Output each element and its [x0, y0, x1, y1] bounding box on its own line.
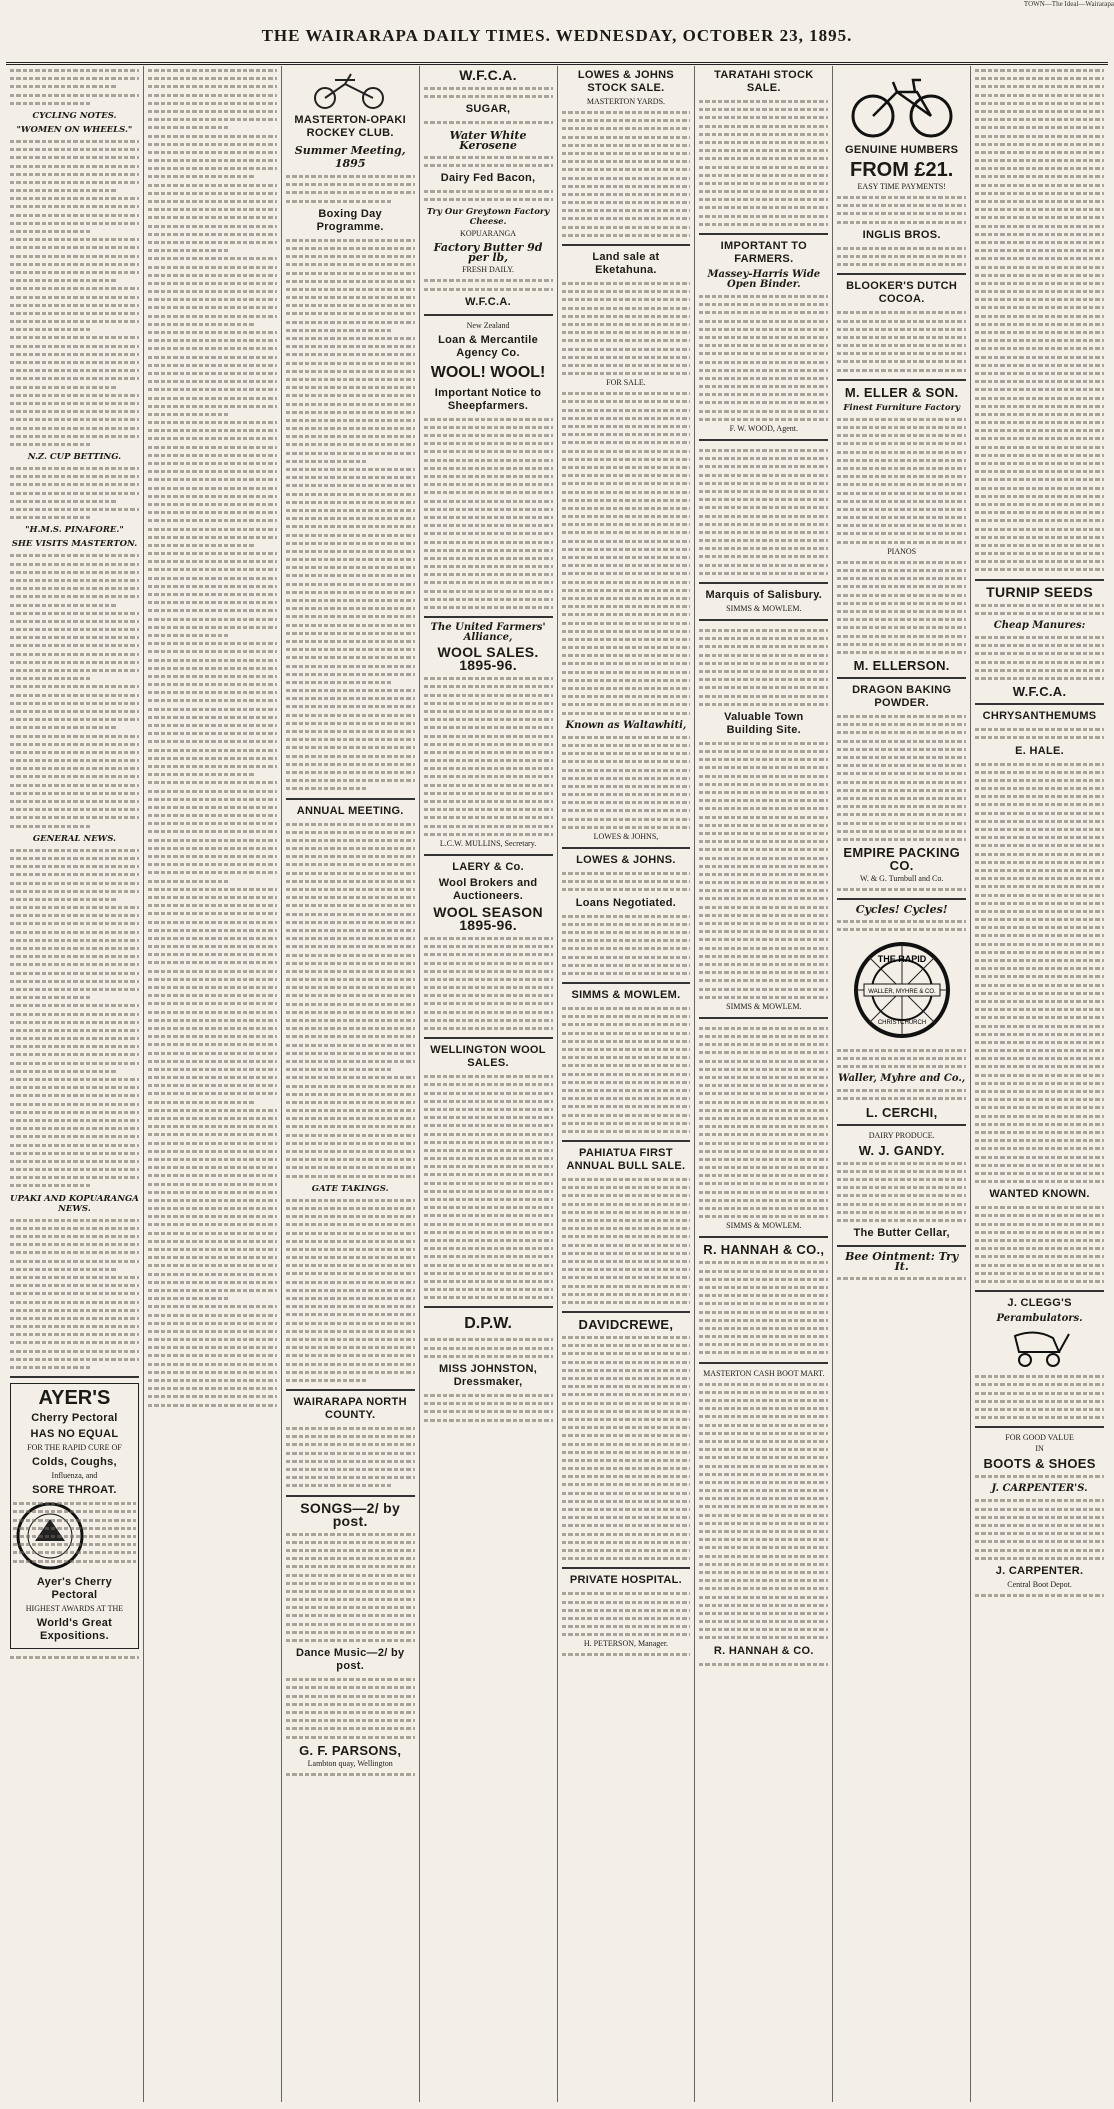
- column-1: [6, 66, 144, 2102]
- ayer-ad: [10, 1383, 139, 1649]
- turnip-seeds-title: TURNIP SEEDS: [986, 583, 1093, 600]
- newspaper-title: THE WAIRARAPA DAILY TIMES. WEDNESDAY, OCTOBER 23, 1895.: [261, 26, 853, 45]
- cycles-title: Cycles! Cycles!: [855, 903, 948, 917]
- boots-shoes-title: BOOTS & SHOES: [983, 1456, 1096, 1472]
- ayer-footer2: HIGHEST AWARDS AT THE: [25, 1604, 124, 1614]
- parsons-address: Lambton quay, Wellington: [307, 1758, 393, 1768]
- hannah-title: R. HANNAH & CO.,: [703, 1242, 825, 1258]
- empire-title: EMPIRE PACKING CO.: [843, 845, 960, 874]
- carpenter-sig: J. CARPENTER.: [995, 1564, 1084, 1577]
- songs-title: SONGS—2/ by post.: [300, 1499, 401, 1529]
- gate-takings-heading: GATE TAKINGS.: [311, 1183, 389, 1194]
- simms-sig-2: SIMMS & MOWLEM.: [726, 1001, 802, 1011]
- column-7: [833, 66, 971, 2102]
- lowes-stock-sale-title: LOWES & JOHNS STOCK SALE.: [577, 69, 675, 94]
- wood-agent: F. W. WOOD, Agent.: [729, 424, 798, 433]
- ayer-line1: HAS NO EQUAL: [30, 1428, 119, 1441]
- rockey-club-title: MASTERTON-OPAKI ROCKEY CLUB.: [294, 114, 407, 139]
- nz-title: New Zealand: [466, 320, 510, 330]
- column-4: [420, 66, 558, 2102]
- waller-title: Waller, Myhre and Co.,: [838, 1073, 966, 1085]
- easy-payments: EASY TIME PAYMENTS!: [857, 182, 946, 191]
- column-2: [144, 66, 282, 2102]
- pianos: PIANOS: [887, 546, 917, 556]
- wool-title: WOOL! WOOL!: [430, 363, 546, 381]
- lowes-johns-title: LOWES & JOHNS.: [576, 854, 676, 866]
- dressmaker-title: MISS JOHNSTON, Dressmaker,: [439, 1363, 538, 1388]
- chrysanthemums-title: CHRYSANTHEMUMS: [982, 710, 1097, 723]
- eketahuna-land-sale: Land sale at Eketahuna.: [592, 251, 660, 276]
- waltawhiti-title: Known as Waltawhiti,: [565, 719, 687, 731]
- farmers-alliance-title: The United Farmers' Alliance,: [430, 622, 546, 644]
- bull-sale-title: PAHIATUA FIRST ANNUAL BULL SALE.: [566, 1147, 686, 1173]
- town-site-title: Valuable Town Building Site.: [724, 710, 804, 736]
- perambulator-illustration-icon: [1005, 1328, 1075, 1368]
- good-value: FOR GOOD VALUE: [1005, 1433, 1074, 1443]
- bicycle-illustration-icon: [847, 70, 957, 140]
- carpenters-title: J. CARPENTER'S.: [991, 1483, 1088, 1495]
- ayer-sub: Cherry Pectoral: [31, 1412, 118, 1425]
- cash-boot-mart-title: MASTERTON CASH BOOT MART.: [703, 1368, 825, 1378]
- cycling-notes-heading: CYCLING NOTES.: [32, 110, 117, 121]
- ayer-line3: Colds, Coughs,: [32, 1456, 117, 1469]
- lowes-johns-sig: LOWES & JOHNS,: [593, 832, 659, 841]
- blookers-title: BLOOKER'S DUTCH COCOA.: [846, 280, 958, 306]
- dance-music-title: Dance Music—2/ by post.: [295, 1647, 405, 1673]
- rapid-wheel-logo: [852, 940, 952, 1040]
- column-8: [971, 66, 1108, 2102]
- cup-betting-heading: N.Z. CUP BETTING.: [27, 452, 122, 463]
- cerchi-title: L. CERCHI,: [865, 1104, 938, 1120]
- good-value-in: IN: [1035, 1444, 1044, 1454]
- ayer-line2: FOR THE RAPID CURE OF: [27, 1443, 122, 1453]
- eller-title: M. ELLER & SON.: [844, 384, 959, 400]
- private-hospital-title: PRIVATE HOSPITAL.: [569, 1574, 682, 1587]
- gandy-title: W. J. GANDY.: [858, 1142, 945, 1158]
- ayer-footer3: World's Great Expositions.: [36, 1617, 113, 1643]
- masterton-yards: MASTERTON YARDS.: [586, 97, 666, 106]
- hale-title: E. HALE.: [1015, 744, 1064, 757]
- hannah-sig: R. HANNAH & CO.: [713, 1644, 814, 1657]
- simms-mowlem-title: SIMMS & MOWLEM.: [571, 989, 681, 1002]
- wfca-title-2: W.F.C.A.: [465, 295, 511, 308]
- column-6: [695, 66, 833, 2102]
- bee-ointment: Bee Ointment: Try It.: [845, 1250, 959, 1274]
- inglis-title: INGLIS BROS.: [862, 228, 941, 241]
- columns: [6, 66, 1108, 2102]
- simms-sig-1: SIMMS & MOWLEM.: [726, 604, 802, 613]
- salisbury-title: Marquis of Salisbury.: [705, 589, 823, 601]
- wfca-title-3: W.F.C.A.: [1012, 684, 1067, 700]
- central-boot-depot: Central Boot Depot.: [1007, 1579, 1072, 1589]
- taratahi-title: TARATAHI STOCK SALE.: [714, 69, 814, 94]
- mullins-secretary: L.C.W. MULLINS, Secretary.: [439, 838, 537, 848]
- loan-agency-title: Loan & Mercantile Agency Co.: [438, 333, 538, 359]
- wfca-title: W.F.C.A.: [459, 67, 517, 83]
- north-county-title: WAIRARAPA NORTH COUNTY.: [293, 1396, 407, 1422]
- butter-cellar: The Butter Cellar,: [853, 1227, 950, 1240]
- peterson-manager: H. PETERSON, Manager.: [583, 1639, 669, 1649]
- humbers-price: FROM £21.: [850, 159, 954, 181]
- ayer-line4: Influenza, and: [51, 1471, 98, 1481]
- davidcrewe-title: DAVIDCREWE,: [578, 1317, 674, 1333]
- corner-tag: TOWN—The Ideal—Wairarapa: [1023, 0, 1114, 8]
- dragon-title: DRAGON BAKING POWDER.: [852, 684, 952, 710]
- boxing-day-title: Boxing Day Programme.: [316, 207, 384, 233]
- wool-season-title: WOOL SEASON 1895-96.: [433, 903, 543, 933]
- ayer-footer1: Ayer's Cherry Pectoral: [36, 1576, 113, 1602]
- pinafore-heading: "H.M.S. PINAFORE.": [25, 525, 124, 536]
- ayer-title: AYER'S: [38, 1387, 111, 1410]
- upaki-heading: UPAKI AND KOPUARANGA NEWS.: [10, 1193, 139, 1214]
- column-3: [282, 66, 420, 2102]
- cyclist-illustration-icon: [305, 70, 395, 110]
- wool-brokers-title: Wool Brokers and Auctioneers.: [438, 876, 538, 902]
- loans-negotiated: Loans Negotiated.: [575, 896, 677, 909]
- ellerson-title: M. ELLERSON.: [853, 658, 950, 674]
- turnbull-title: W. & G. Turnbull and Co.: [860, 874, 944, 884]
- kopuaranga-title: KOPUARANGA: [460, 229, 517, 239]
- furniture-factory: Finest Furniture Factory: [843, 402, 961, 413]
- wool-sales-title: WOOL SALES. 1895-96.: [437, 644, 539, 674]
- laery-title: LAERY & Co.: [452, 860, 524, 873]
- summer-meeting-title: Summer Meeting, 1895: [294, 144, 406, 170]
- wellington-wool-sales-title: WELLINGTON WOOL SALES.: [430, 1044, 546, 1070]
- wanted-known: WANTED KNOWN.: [989, 1188, 1090, 1201]
- women-on-wheels-heading: "WOMEN ON WHEELS.": [16, 124, 133, 135]
- kerosene-title: Water White Kerosene: [449, 128, 527, 152]
- dairy-produce: DAIRY PRODUCE.: [868, 1130, 935, 1140]
- humbers-title: GENUINE HUMBERS: [845, 144, 959, 156]
- dpw-title: D.P.W.: [464, 1315, 512, 1333]
- christchurch-logo-text: CHRISTCHURCH: [877, 1019, 926, 1026]
- general-news-heading: GENERAL NEWS.: [32, 833, 117, 844]
- clegg-title: J. CLEGG'S: [1007, 1297, 1072, 1310]
- fresh-daily: FRESH DAILY.: [462, 265, 515, 275]
- cheap-manures: Cheap Manures:: [993, 620, 1086, 631]
- perambulators: Perambulators.: [996, 1313, 1083, 1325]
- she-visits-heading: SHE VISITS MASTERTON.: [11, 539, 138, 550]
- sheepfarmers-title: Important Notice to Sheepfarmers.: [434, 386, 542, 412]
- parsons-title: G. F. PARSONS,: [299, 1742, 402, 1758]
- column-5: [558, 66, 696, 2102]
- rapid-logo-text: THE RAPID: [877, 953, 926, 964]
- waller-logo-text: WALLER, MYHRE & CO.: [867, 988, 936, 995]
- annual-meeting-title: ANNUAL MEETING.: [296, 804, 404, 817]
- binder-title: Massey-Harris Wide Open Binder.: [707, 269, 821, 290]
- butter-title: Factory Butter 9d per lb,: [433, 241, 543, 265]
- for-sale-heading: FOR SALE.: [606, 378, 646, 388]
- important-farmers-title: IMPORTANT TO FARMERS.: [720, 240, 807, 265]
- masthead: [6, 4, 1108, 65]
- ayer-line5: SORE THROAT.: [32, 1484, 117, 1497]
- simms-sig-3: SIMMS & MOWLEM.: [726, 1221, 802, 1231]
- cheese-title: Try Our Greytown Factory Cheese.: [426, 207, 550, 228]
- sugar-title: SUGAR,: [465, 103, 511, 116]
- bacon-title: Dairy Fed Bacon,: [440, 171, 536, 184]
